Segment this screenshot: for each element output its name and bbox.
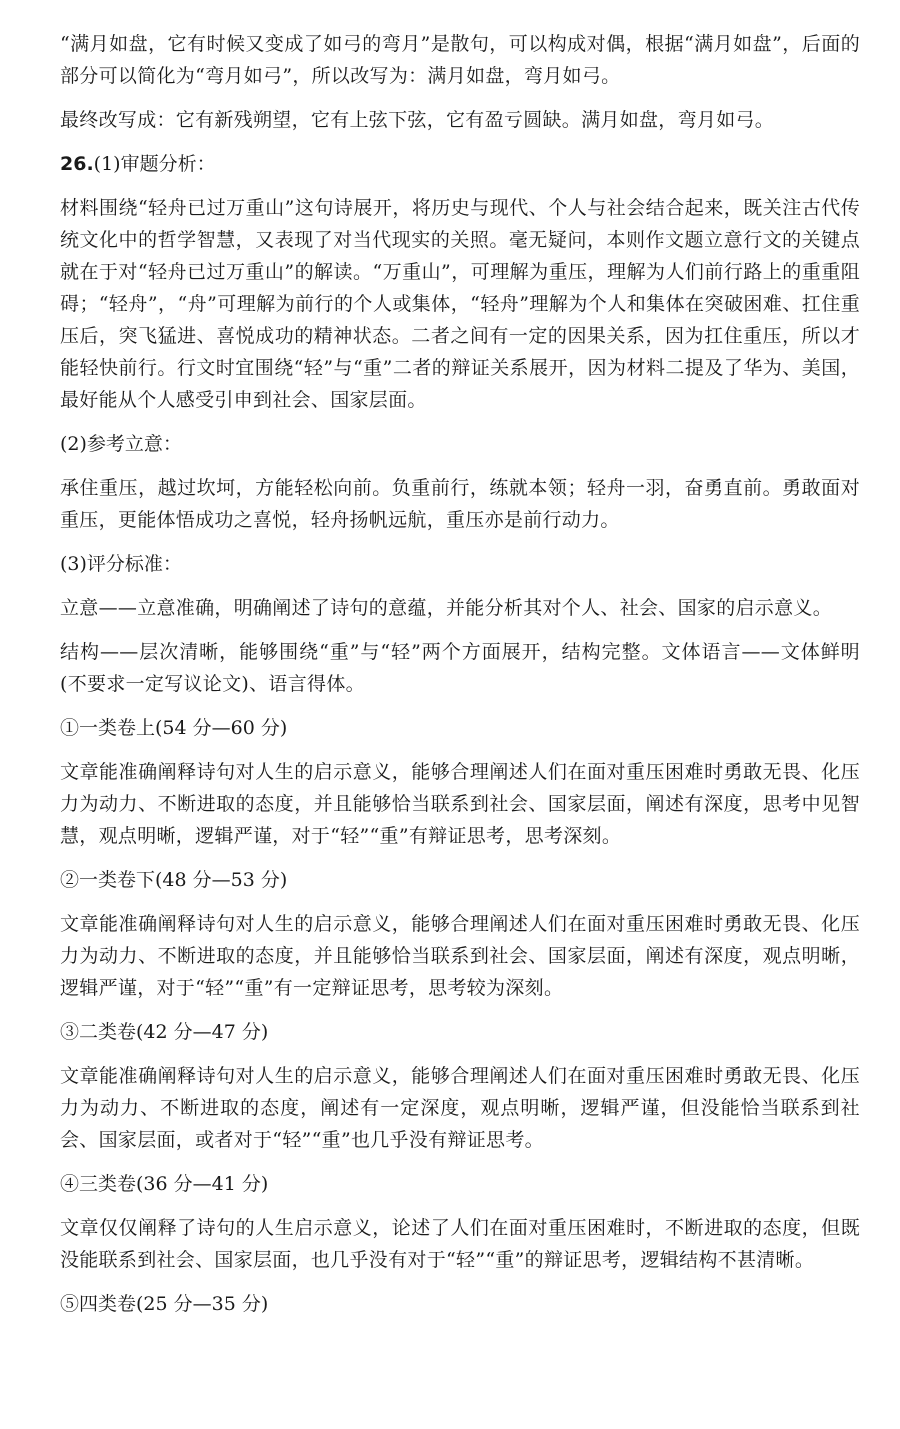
paragraph: 结构——层次清晰，能够围绕“重”与“轻”两个方面展开，结构完整。文体语言——文体鲜明(不要求一定写议论文)、语言得体。 — [60, 641, 860, 695]
document-page — [60, 28, 860, 1332]
paragraph: “满月如盘，它有时候又变成了如弓的弯月”是散句，可以构成对偶，根据“满月如盘”，后面的部分可以简化为“弯月如弓”，所以改写为：满月如盘，弯月如弓。 — [60, 33, 860, 87]
section-heading: (2)参考立意： — [60, 433, 182, 455]
question-heading — [60, 148, 860, 180]
grade-heading: ③二类卷(42 分—47 分) — [60, 1021, 269, 1043]
question-subheading: (1)审题分析： — [93, 153, 216, 175]
paragraph: 文章仅仅阐释了诗句的人生启示意义，论述了人们在面对重压困难时，不断进取的态度，但既没能联系到社会、国家层面，也几乎没有对于“轻”“重”的辩证思考，逻辑结构不甚清晰。 — [60, 1217, 860, 1271]
paragraph: 最终改写成：它有新残朔望，它有上弦下弦，它有盈亏圆缺。满月如盘，弯月如弓。 — [60, 109, 775, 131]
grade-heading: ⑤四类卷(25 分—35 分) — [60, 1293, 269, 1315]
paragraph: 立意——立意准确，明确阐述了诗句的意蕴，并能分析其对个人、社会、国家的启示意义。 — [60, 597, 833, 619]
question-number: 26. — [60, 153, 94, 175]
paragraph: 文章能准确阐释诗句对人生的启示意义，能够合理阐述人们在面对重压困难时勇敢无畏、化压力为动力、不断进取的态度，并且能够恰当联系到社会、国家层面，阐述有深度，观点明晰，逻辑严谨，对于“轻”“重”有一定辩证思考，思考较为深刻。 — [60, 913, 860, 999]
paragraph: 材料围绕“轻舟已过万重山”这句诗展开，将历史与现代、个人与社会结合起来，既关注古代传统文化中的哲学智慧，又表现了对当代现实的关照。毫无疑问，本则作文题立意行文的关键点就在于对“轻舟已过万重山”的解读。“万重山”，可理解为重压，理解为人们前行路上的重重阻碍；“轻舟”，“舟”可理解为前行的个人或集体，“轻舟”理解为个人和集体在突破困难、扛住重压后，突飞猛进、喜悦成功的精神状态。二者之间有一定的因果关系，因为扛住重压，所以才能轻快前行。行文时宜围绕“轻”与“重”二者的辩证关系展开，因为材料二提及了华为、美国，最好能从个人感受引申到社会、国家层面。 — [60, 197, 860, 411]
grade-heading: ①一类卷上(54 分—60 分) — [60, 717, 288, 739]
paragraph: 承住重压，越过坎坷，方能轻松向前。负重前行，练就本领；轻舟一羽，奋勇直前。勇敢面对重压，更能体悟成功之喜悦，轻舟扬帆远航，重压亦是前行动力。 — [60, 477, 860, 531]
grade-heading: ②一类卷下(48 分—53 分) — [60, 869, 288, 891]
grade-heading: ④三类卷(36 分—41 分) — [60, 1173, 269, 1195]
paragraph: 文章能准确阐释诗句对人生的启示意义，能够合理阐述人们在面对重压困难时勇敢无畏、化压力为动力、不断进取的态度，阐述有一定深度，观点明晰，逻辑严谨，但没能恰当联系到社会、国家层面，或者对于“轻”“重”也几乎没有辩证思考。 — [60, 1065, 860, 1151]
section-heading: (3)评分标准： — [60, 553, 182, 575]
paragraph: 文章能准确阐释诗句对人生的启示意义，能够合理阐述人们在面对重压困难时勇敢无畏、化压力为动力、不断进取的态度，并且能够恰当联系到社会、国家层面，阐述有深度，思考中见智慧，观点明晰，逻辑严谨，对于“轻”“重”有辩证思考，思考深刻。 — [60, 761, 860, 847]
